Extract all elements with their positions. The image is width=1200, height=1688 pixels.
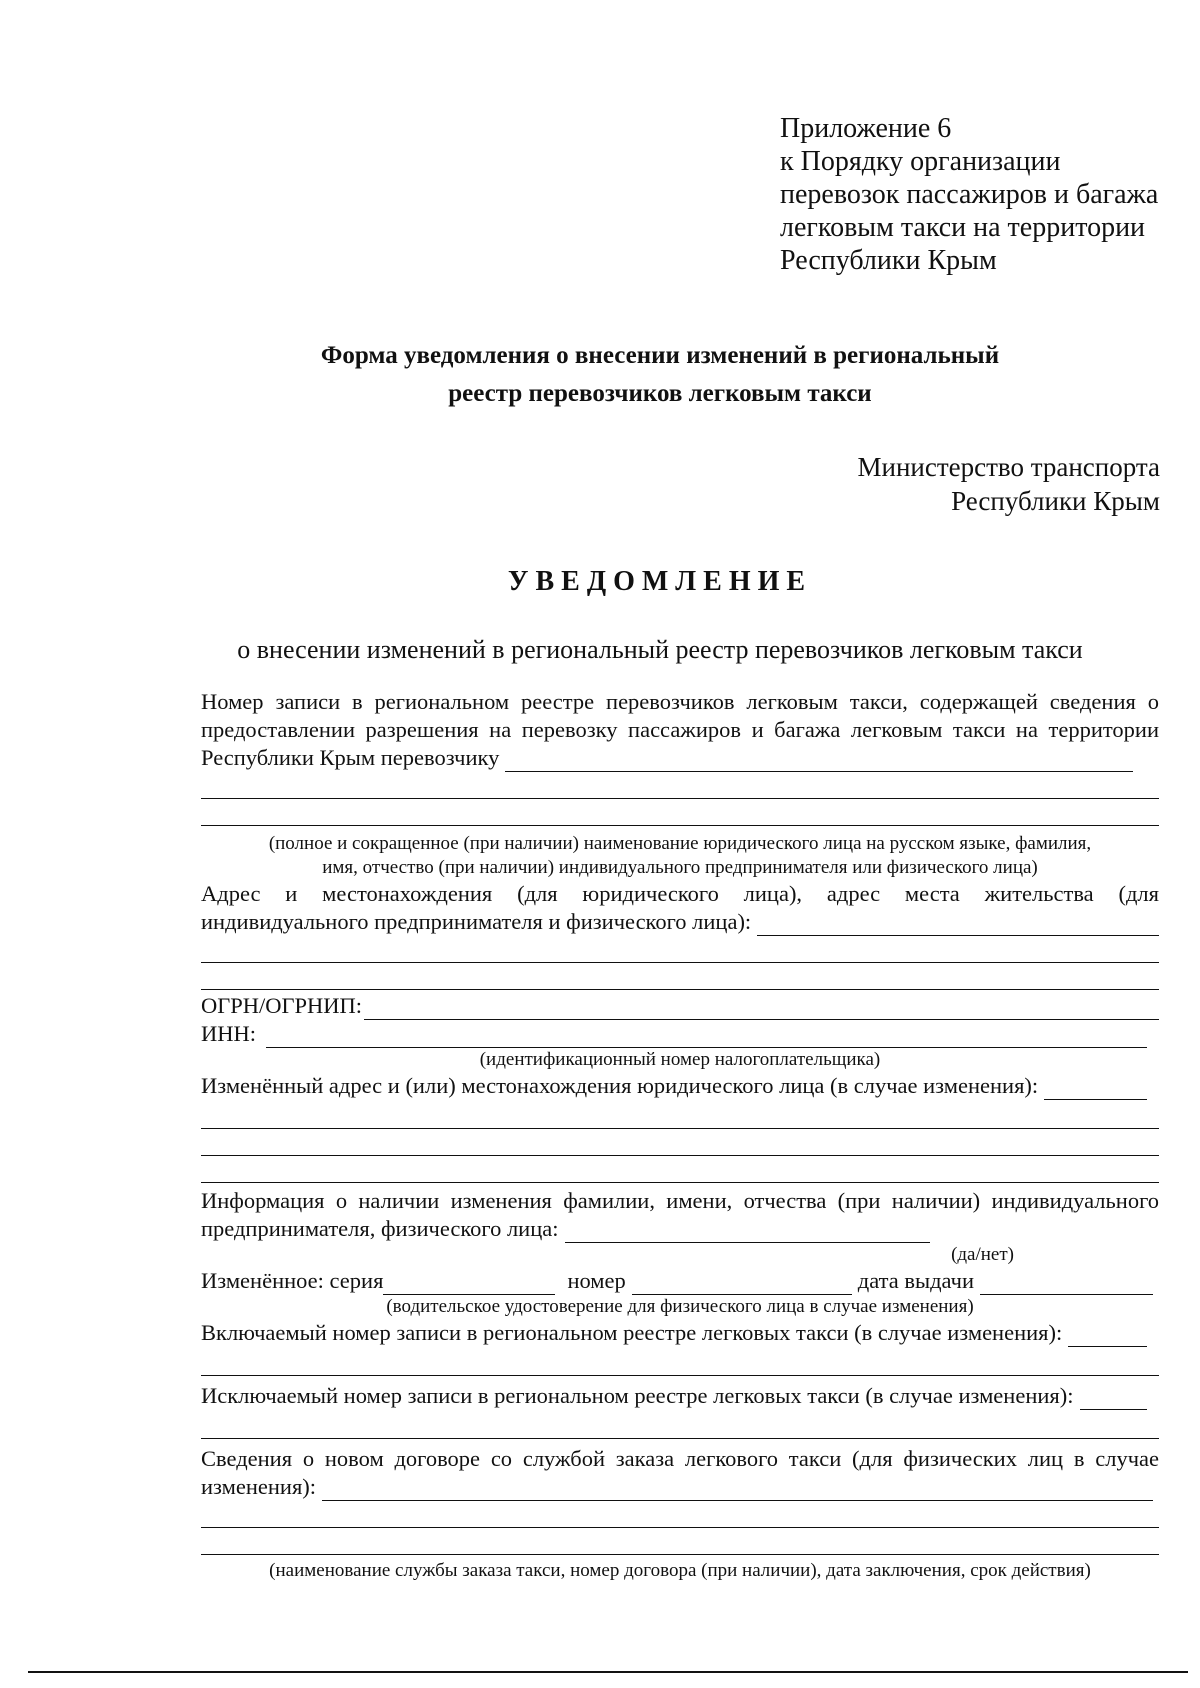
address-text-line1: Адрес и местонахождения (для юридического лица), адрес места жительства (для (201, 881, 1159, 906)
record-text-line2: предоставлении разрешения на перевозку пассажиров и багажа легковым такси на территории (201, 717, 1159, 742)
excluded-record-field-2[interactable] (201, 1438, 1159, 1439)
annex-line: Приложение 6 (780, 113, 952, 144)
license-series-field[interactable] (383, 1274, 555, 1295)
inn-hint: (идентификационный номер налогоплательщика) (479, 1049, 881, 1070)
fio-change-label: предпринимателя, физического лица: (201, 1216, 559, 1241)
changed-address-field[interactable] (1044, 1079, 1147, 1100)
included-record-label: Включаемый номер записи в региональном реестре легковых такси (в случае изменения): (201, 1320, 1063, 1345)
contract-text-line1: Сведения о новом договоре со службой заказа легкового такси (для физических лиц в случае (201, 1446, 1159, 1471)
address-row (201, 908, 1159, 936)
page-bottom-rule (28, 1671, 1188, 1673)
excluded-record-field[interactable] (1080, 1389, 1148, 1410)
inn-field[interactable] (266, 1027, 1147, 1048)
included-record-field-2[interactable] (201, 1375, 1159, 1376)
recipient-line2: Республики Крым (951, 486, 1160, 516)
ogrn-field[interactable] (364, 999, 1159, 1020)
address-label: индивидуального предпринимателя и физического лица): (201, 909, 752, 934)
carrier-name-field-2[interactable] (201, 825, 1159, 826)
address-field[interactable] (757, 915, 1159, 936)
form-title-line2: реестр перевозчиков легковым такси (448, 380, 872, 407)
contract-field-2[interactable] (201, 1527, 1159, 1528)
record-number-field[interactable] (505, 751, 1133, 772)
name-hint-line1: (полное и сокращенное (при наличии) наименование юридического лица на русском языке, фамилия, (268, 833, 1092, 854)
name-hint-line2: имя, отчество (при наличии) индивидуального предпринимателя или физического лица) (322, 857, 1038, 878)
ogrn-row (201, 992, 1159, 1020)
license-hint: (водительское удостоверение для физического лица в случае изменения) (386, 1296, 974, 1317)
address-field-2[interactable] (201, 962, 1159, 963)
annex-line: легковым такси на территории (780, 212, 1146, 243)
form-title (200, 337, 1120, 413)
recipient-line1: Министерство транспорта (857, 452, 1160, 482)
changed-address-field-2[interactable] (201, 1128, 1159, 1129)
contract-field[interactable] (322, 1480, 1153, 1501)
excluded-record-label: Исключаемый номер записи в региональном реестре легковых такси (в случае изменения): (201, 1383, 1074, 1408)
included-record-field[interactable] (1068, 1326, 1147, 1347)
record-number-row (201, 744, 1159, 772)
notice-heading: УВЕДОМЛЕНИЕ (507, 566, 813, 597)
fio-change-row (201, 1215, 1159, 1243)
inn-label: ИНН: (201, 1021, 256, 1046)
changed-address-field-4[interactable] (201, 1182, 1159, 1183)
record-number-label: Республики Крым перевозчику (201, 745, 500, 770)
included-record-row (201, 1319, 1159, 1347)
contract-label: изменения): (201, 1474, 317, 1499)
ogrn-label: ОГРН/ОГРНИП: (201, 993, 363, 1018)
number-label: номер (567, 1268, 626, 1293)
recipient-block (858, 450, 1160, 518)
fio-change-field[interactable] (565, 1222, 930, 1243)
issue-date-label: дата выдачи (857, 1268, 974, 1293)
contract-field-3[interactable] (201, 1554, 1159, 1555)
annex-line: перевозок пассажиров и багажа (780, 179, 1159, 210)
notice-subheading: о внесении изменений в региональный реестр перевозчиков легковым такси (237, 635, 1083, 664)
changed-license-row (201, 1267, 1159, 1295)
changed-series-label: Изменённое: серия (201, 1268, 384, 1293)
annex-line: к Порядку организации (780, 146, 1061, 177)
excluded-record-row (201, 1382, 1159, 1410)
carrier-name-field[interactable] (201, 798, 1159, 799)
contract-hint: (наименование службы заказа такси, номер договора (при наличии), дата заключения, срок действия) (269, 1560, 1091, 1581)
changed-address-label: Изменённый адрес и (или) местонахождения юридического лица (в случае изменения): (201, 1073, 1039, 1098)
issue-date-field[interactable] (980, 1274, 1153, 1295)
changed-address-field-3[interactable] (201, 1155, 1159, 1156)
form-body (201, 688, 1159, 1583)
record-text-line1: Номер записи в региональном реестре перевозчиков легковым такси, содержащей сведения о (201, 689, 1159, 714)
annex-line: Республики Крым (780, 245, 997, 276)
changed-address-row (201, 1072, 1159, 1100)
inn-row (201, 1020, 1159, 1048)
contract-row (201, 1473, 1159, 1501)
license-number-field[interactable] (632, 1274, 852, 1295)
form-title-line1: Форма уведомления о внесении изменений в региональный (320, 342, 1000, 369)
annex-block (780, 112, 1180, 277)
fio-change-line1: Информация о наличии изменения фамилии, имени, отчества (при наличии) индивидуального (201, 1188, 1159, 1213)
address-field-3[interactable] (201, 989, 1159, 990)
yes-no-hint: (да/нет) (951, 1244, 1014, 1265)
